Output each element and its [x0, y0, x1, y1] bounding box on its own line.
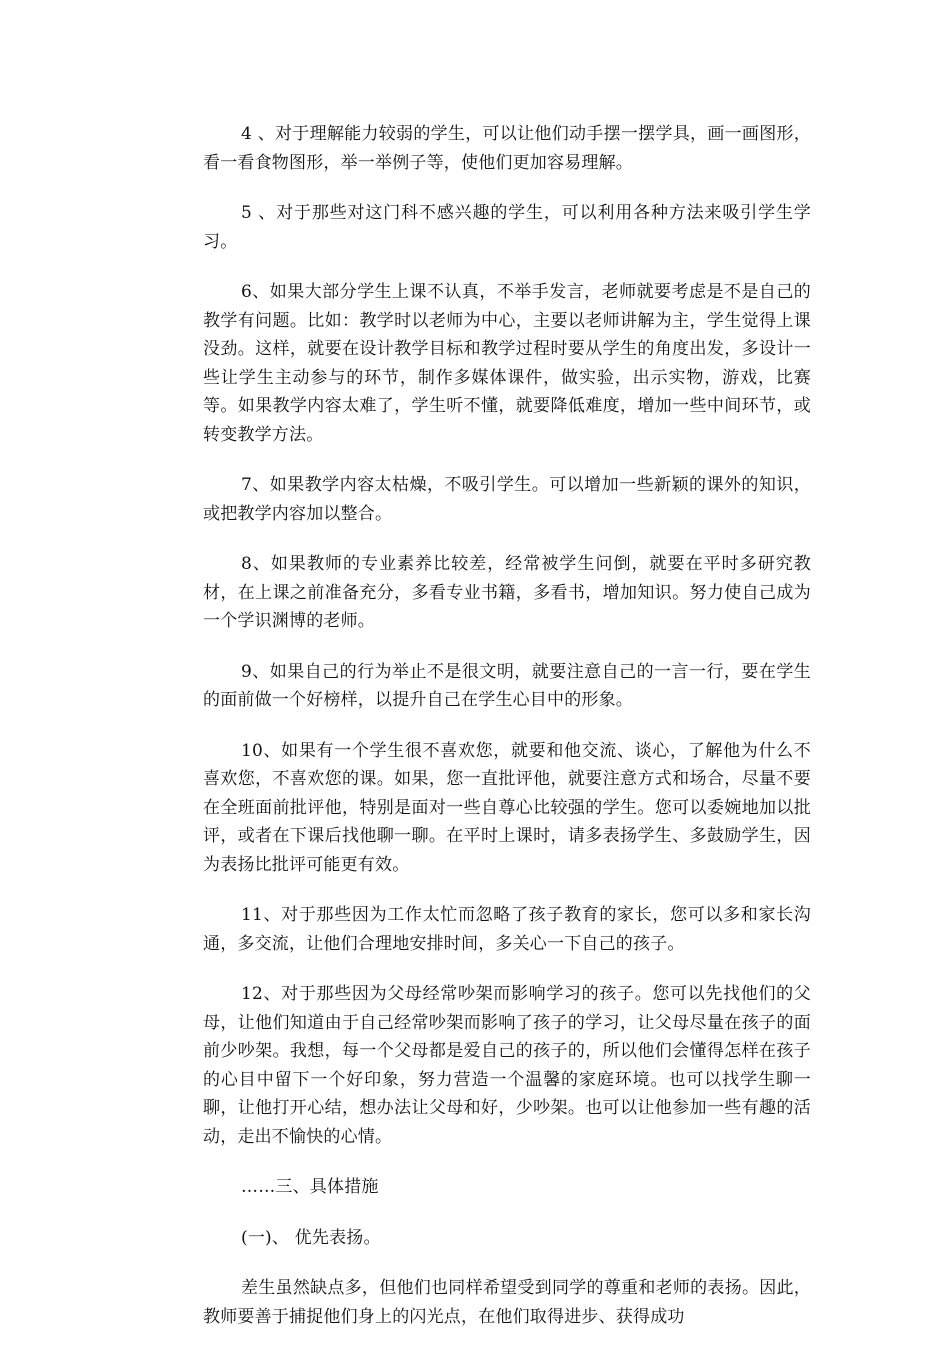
body-paragraph: 差生虽然缺点多，但他们也同样希望受到同学的尊重和老师的表扬。因此，教师要善于捕捉他们身上的闪光点，在他们取得进步、获得成功: [203, 1278, 811, 1327]
paragraph-item-5: 5 、对于那些对这门科不感兴趣的学生，可以利用各种方法来吸引学生学习。: [203, 203, 811, 252]
paragraph-item-6: 6、如果大部分学生上课不认真，不举手发言，老师就要考虑是不是自己的教学有问题。比如：教学时以老师为中心，主要以老师讲解为主，学生觉得上课没劲。这样，就要在设计教学目标和教学过程时要从学生的角度出发，多设计一些让学生主动参与的环节，制作多媒体课件，做实验，出示实物，游戏，比赛等。如果教学内容太难了，学生听不懂，就要降低难度，增加一些中间环节，或转变教学方法。: [203, 282, 811, 445]
paragraph-item-4: 4 、对于理解能力较弱的学生，可以让他们动手摆一摆学具，画一画图形，看一看食物图形，举一举例子等，使他们更加容易理解。: [203, 124, 811, 173]
paragraph-item-7: 7、如果教学内容太枯燥，不吸引学生。可以增加一些新颖的课外的知识，或把教学内容加以整合。: [203, 475, 811, 524]
document-body: [203, 120, 811, 1353]
paragraph-item-11: 11、对于那些因为工作太忙而忽略了孩子教育的家长，您可以多和家长沟通，多交流，让他们合理地安排时间，多关心一下自己的孩子。: [203, 905, 811, 954]
paragraph-item-8: 8、如果教师的专业素养比较差，经常被学生问倒，就要在平时多研究教材，在上课之前准备充分，多看专业书籍，多看书，增加知识。努力使自己成为一个学识渊博的老师。: [203, 554, 811, 631]
subsection-heading: (一)、 优先表扬。: [241, 1227, 381, 1248]
section-heading: ……三、具体措施: [241, 1177, 379, 1197]
paragraph-item-10: 10、如果有一个学生很不喜欢您，就要和他交流、谈心，了解他为什么不喜欢您，不喜欢您的课。如果，您一直批评他，就要注意方式和场合，尽量不要在全班面前批评他，特别是面对一些自尊心比较强的学生。您可以委婉地加以批评，或者在下课后找他聊一聊。在平时上课时，请多表扬学生、多鼓励学生，因为表扬比批评可能更有效。: [203, 740, 811, 875]
paragraph-item-12: 12、对于那些因为父母经常吵架而影响学习的孩子。您可以先找他们的父母，让他们知道由于自己经常吵架而影响了孩子的学习，让父母尽量在孩子的面前少吵架。我想，每一个父母都是爱自己的孩子的，所以他们会懂得怎样在孩子的心目中留下一个好印象，努力营造一个温馨的家庭环境。也可以找学生聊一聊，让他打开心结，想办法让父母和好，少吵架。也可以让他参加一些有趣的活动，走出不愉快的心情。: [203, 984, 811, 1147]
paragraph-item-9: 9、如果自己的行为举止不是很文明，就要注意自己的一言一行，要在学生的面前做一个好榜样，以提升自己在学生心目中的形象。: [203, 661, 811, 710]
